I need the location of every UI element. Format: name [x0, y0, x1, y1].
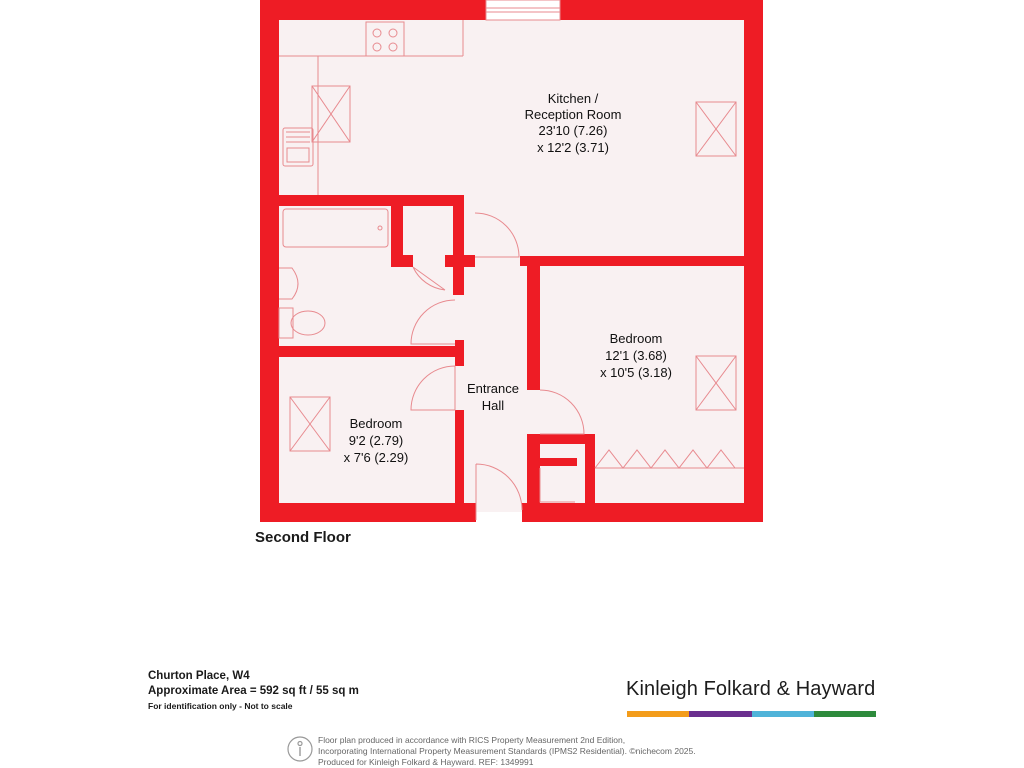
kitchen-dim2: x 12'2 (3.71)	[537, 140, 609, 155]
wall-hall-right	[527, 256, 540, 390]
floor-label: Second Floor	[255, 529, 351, 546]
brand-logo-text: Kinleigh Folkard & Hayward	[626, 678, 876, 700]
wall-hall-right-lower	[527, 434, 540, 522]
brand-bar-green	[814, 711, 876, 717]
property-info	[148, 669, 359, 714]
wall-cupboard2-right	[585, 434, 595, 522]
hall-name1: Entrance	[466, 381, 520, 396]
kitchen-name2: Reception Room	[524, 107, 622, 122]
brand-color-bars	[627, 711, 876, 717]
footer-line2: Incorporating International Property Measurement Standards (IPMS2 Residential). ©nichecom 2025.	[318, 746, 696, 756]
bedroom1-name: Bedroom	[609, 331, 663, 346]
bedroom2-dim1: 9'2 (2.79)	[348, 433, 404, 448]
hall-name2: Hall	[481, 398, 505, 413]
footer-line3: Produced for Kinleigh Folkard & Hayward. REF: 1349991	[318, 757, 534, 767]
window-top	[486, 0, 560, 20]
property-note: For identification only - Not to scale	[148, 701, 293, 711]
outer-wall-bottom-right	[522, 503, 763, 522]
wall-cupboard-notch	[391, 255, 413, 267]
wall-bedroom1-top	[520, 256, 763, 266]
wall-hall-left-lower	[455, 410, 464, 522]
bedroom1-dim2: x 10'5 (3.18)	[600, 365, 672, 380]
brand-bar-orange	[627, 711, 689, 717]
property-area: Approximate Area = 592 sq ft / 55 sq m	[148, 685, 359, 697]
outer-wall-top-right	[560, 0, 763, 20]
brand-bar-purple	[689, 711, 751, 717]
wall-cupboard2-mid	[527, 458, 577, 466]
brand-bar-blue	[752, 711, 814, 717]
bedroom1-dim1: 12'1 (3.68)	[605, 348, 667, 363]
footer-line1: Floor plan produced in accordance with RICS Property Measurement 2nd Edition,	[318, 735, 626, 745]
wall-bath-top	[260, 195, 464, 206]
outer-wall-top-left	[260, 0, 486, 20]
property-address: Churton Place, W4	[148, 670, 250, 682]
wall-cupboard2-top	[527, 434, 595, 444]
bedroom2-dim2: x 7'6 (2.29)	[343, 450, 409, 465]
footer-notes	[318, 735, 696, 768]
bedroom2-name: Bedroom	[349, 416, 403, 431]
wall-hall-top-left	[453, 195, 464, 295]
wall-bath-bottom	[260, 346, 464, 357]
kitchen-dim1: 23'10 (7.26)	[538, 123, 608, 138]
wall-hall-left-mid	[455, 340, 464, 366]
kitchen-name1: Kitchen /	[547, 91, 599, 106]
outer-wall-left	[260, 0, 279, 522]
outer-wall-bottom-left	[260, 503, 476, 522]
wall-cupboard-right	[445, 255, 475, 267]
measurement-info-icon	[287, 736, 313, 762]
